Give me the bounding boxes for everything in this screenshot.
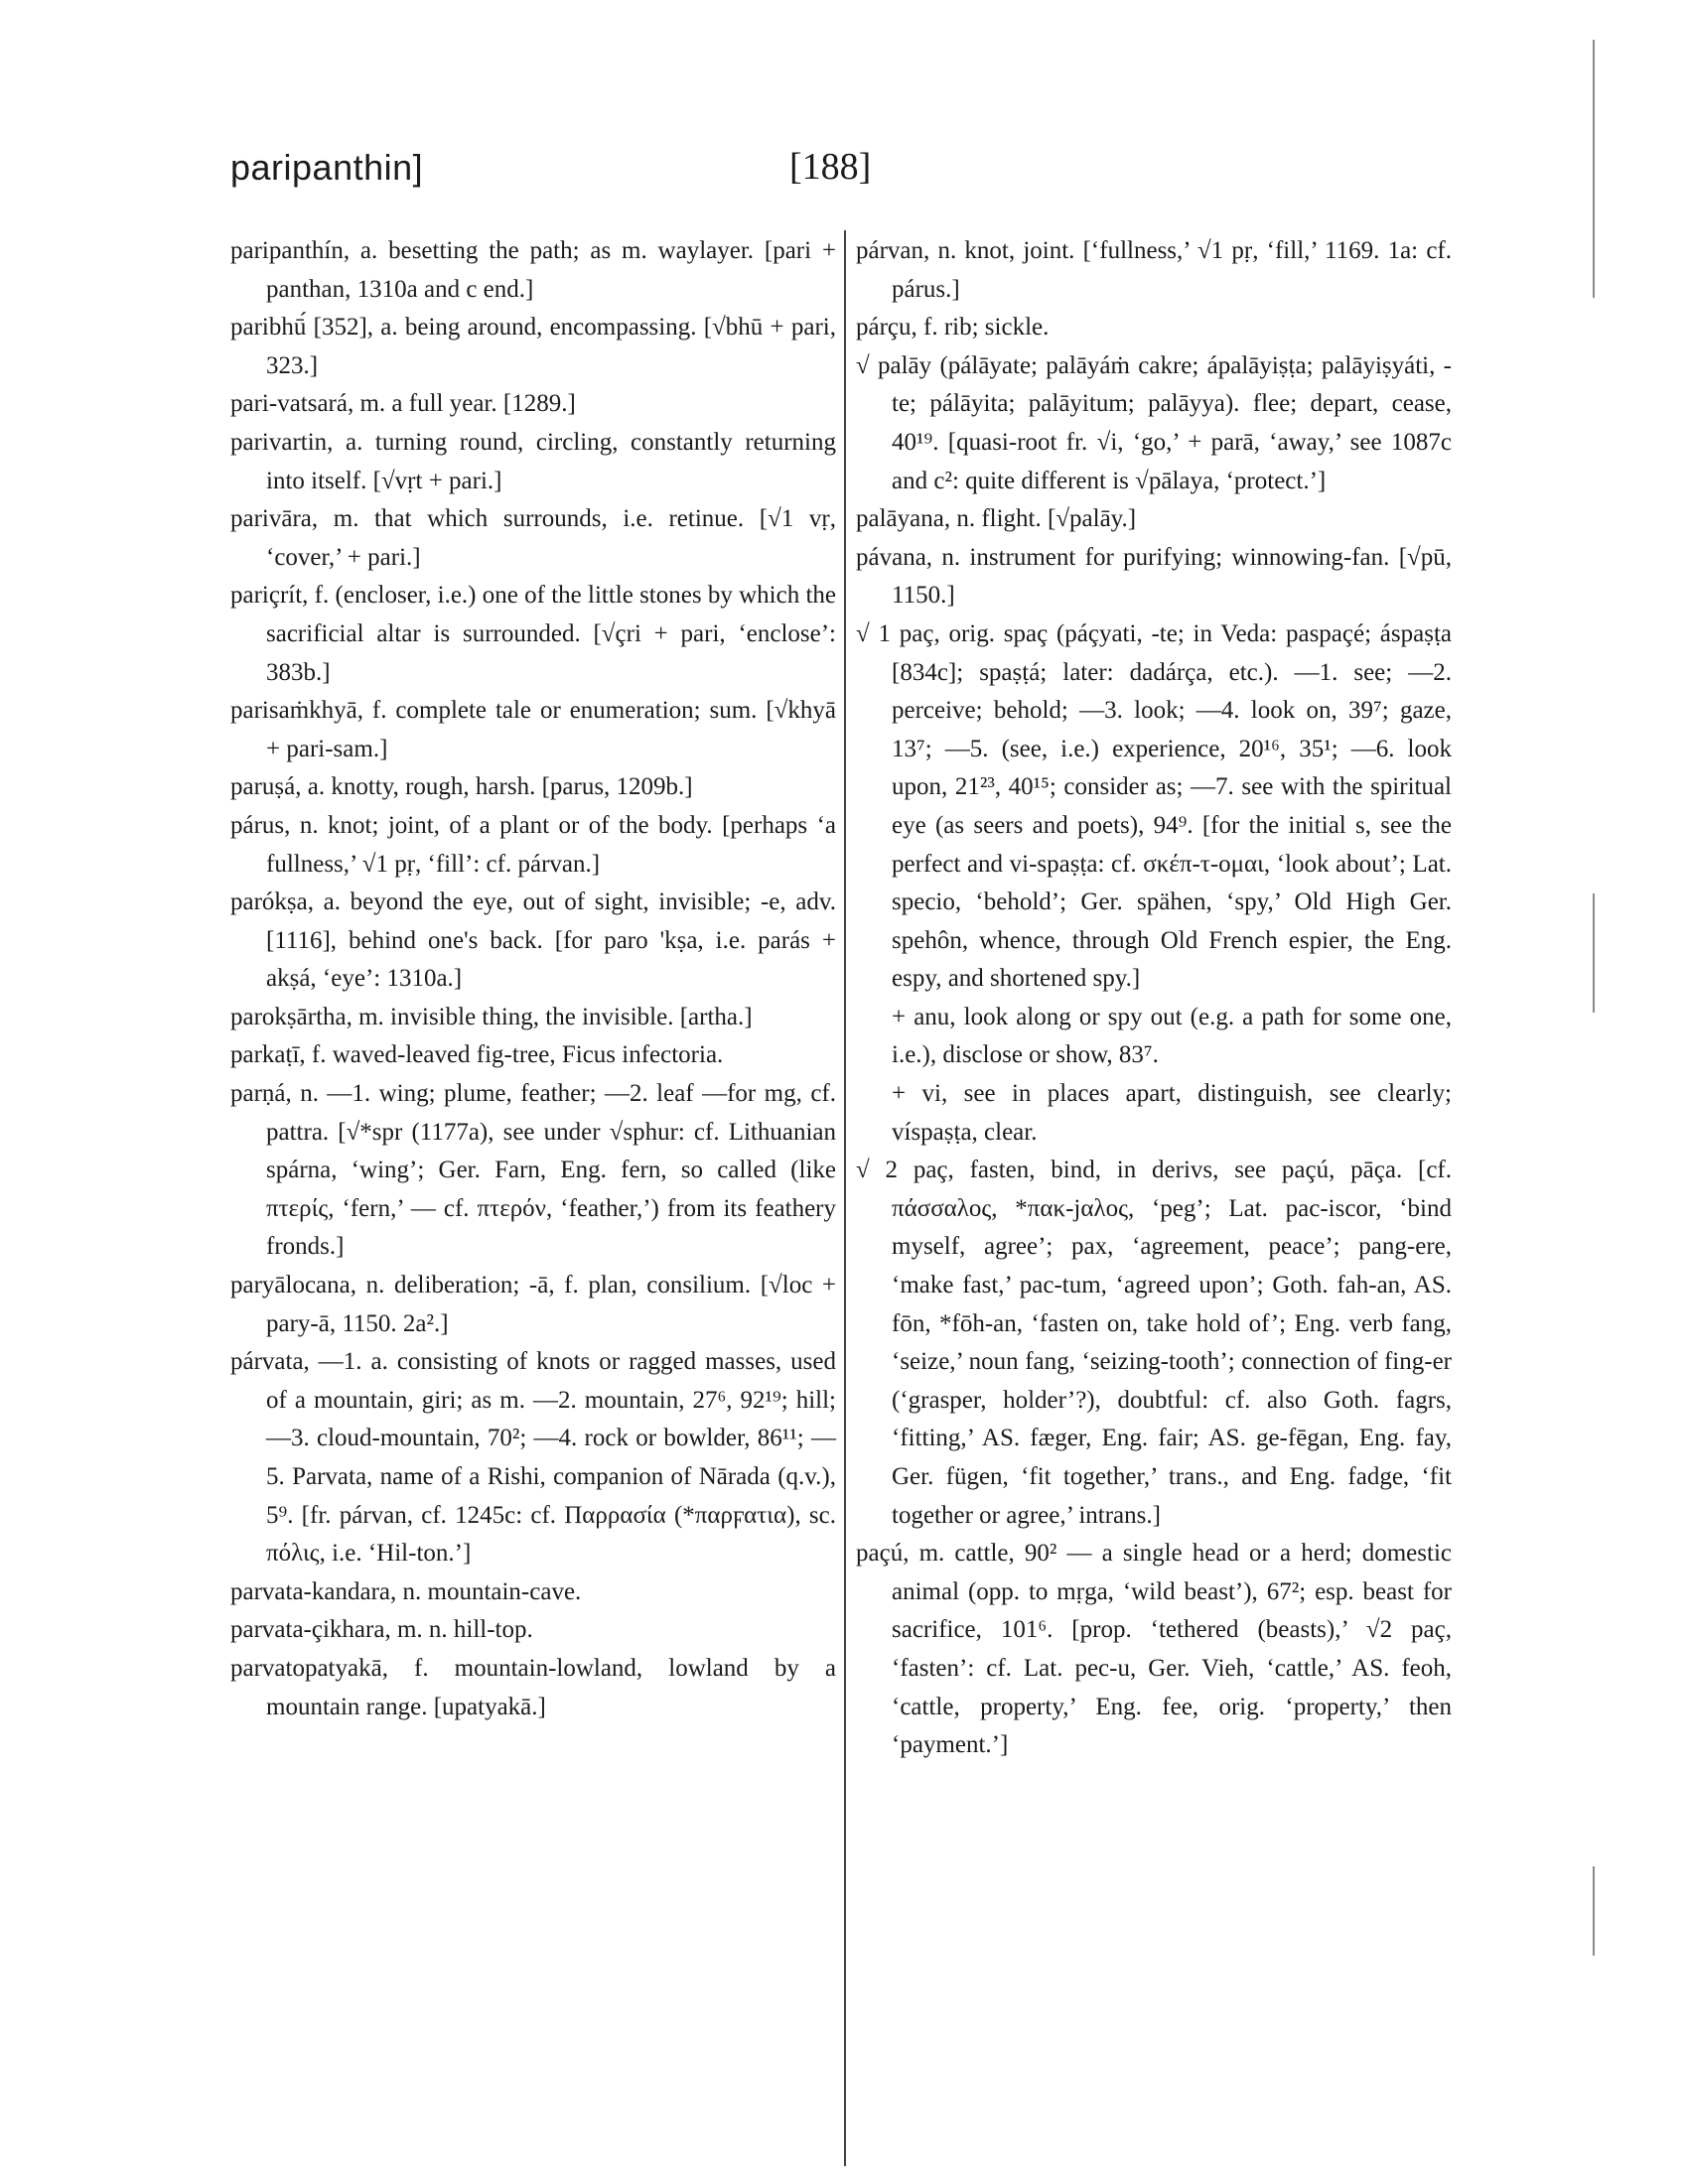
- dictionary-entry: párçu, f. rib; sickle.: [856, 314, 1050, 341]
- dictionary-entry: párvan, n. knot, joint. [‘fullness,’ √1 pṛ, ‘fill,’ 1169. 1a: cf. párus.]: [856, 237, 1452, 303]
- dictionary-entry: paripanthín, a. besetting the path; as m. waylayer. [pari + panthan, 1310a and c end.]: [230, 237, 836, 303]
- dictionary-entry: paçú, m. cattle, 90² — a single head or a herd; domestic animal (opp. to mṛga, ‘wild beast’), 67²; esp. beast for sacrifice, 101⁶. [prop. ‘tethered (beasts),’ √2 paç, ‘fasten’: cf. Lat. pec-u, Ger. Vieh, ‘cattle,’ AS. feoh, ‘cattle, property,’ Eng. fee, orig. ‘property,’ then ‘payment.’]: [856, 1540, 1452, 1759]
- dictionary-entry: parvata-kandara, n. mountain-cave.: [230, 1577, 582, 1605]
- dictionary-entry: paruṣá, a. knotty, rough, harsh. [parus, 1209b.]: [230, 773, 693, 801]
- dictionary-entry: parivartin, a. turning round, circling, constantly returning into itself. [√vṛt + pari.]: [230, 428, 836, 494]
- dictionary-entry: párus, n. knot; joint, of a plant or of the body. [perhaps ‘a fullness,’ √1 pṛ, ‘fill’: cf. párvan.]: [230, 811, 836, 878]
- scan-edge-mark: [1593, 893, 1595, 1013]
- dictionary-entry: paryālocana, n. deliberation; -ā, f. plan, consilium. [√loc + pary-ā, 1150. 2a².]: [230, 1272, 836, 1337]
- dictionary-subentry: + vi, see in places apart, distinguish, see clearly; víspaṣṭa, clear.: [892, 1080, 1452, 1146]
- page-number: [188]: [789, 146, 872, 188]
- column-divider: [844, 230, 846, 2166]
- dictionary-subentry: + anu, look along or spy out (e.g. a path for some one, i.e.), disclose or show, 83⁷.: [892, 1003, 1452, 1069]
- dictionary-entry: parivāra, m. that which surrounds, i.e. retinue. [√1 vṛ, ‘cover,’ + pari.]: [230, 505, 836, 571]
- dictionary-entry: parisaṁkhyā, f. complete tale or enumeration; sum. [√khyā + pari-sam.]: [230, 697, 836, 762]
- dictionary-entry: párvata, —1. a. consisting of knots or ragged masses, used of a mountain, giri; as m. —2. mountain, 27⁶, 92¹⁹; hill; —3. cloud-mountain, 70²; —4. rock or bowlder, 86¹¹; —5. Parvata, name of a Rishi, companion of Nārada (q.v.), 5⁹. [fr. párvan, cf. 1245c: cf. Παρρασία (*παρϝατια), sc. πόλις, i.e. ‘Hil-ton.’]: [230, 1348, 836, 1568]
- dictionary-entry: parókṣa, a. beyond the eye, out of sight, invisible; -e, adv. [1116], behind one's back. [for paro 'kṣa, i.e. parás + akṣá, ‘eye’: 1310a.]: [230, 888, 836, 993]
- dictionary-entry: parvatopatyakā, f. mountain-lowland, lowland by a mountain range. [upatyakā.]: [230, 1654, 836, 1720]
- right-column: [856, 232, 1452, 1765]
- dictionary-entry: paribhū́ [352], a. being around, encompassing. [√bhū + pari, 323.]: [230, 314, 836, 379]
- dictionary-entry: √ 1 paç, orig. spaç (páçyati, -te; in Veda: paspaçé; áspaṣṭa [834c]; spaṣṭá; later: dadárça, etc.). —1. see; —2. perceive; behold; —3. look; —4. look on, 39⁷; gaze, 13⁷; —5. (see, i.e.) experience, 20¹⁶, 35¹; —6. look upon, 21²³, 40¹⁵; consider as; —7. see with the spiritual eye (as seers and poets), 94⁹. [for the initial s, see the perfect and vi-spaṣṭa: cf. σκέπ-τ-ομαι, ‘look about’; Lat. specio, ‘behold’; Ger. spähen, ‘spy,’ Old High Ger. spehôn, whence, through Old French espier, the Eng. espy, and shortened spy.]: [856, 619, 1452, 993]
- dictionary-entry: parṇá, n. —1. wing; plume, feather; —2. leaf —for mg, cf. pattra. [√*spr (1177a), see under √sphur: cf. Lithuanian spárna, ‘wing’; Ger. Farn, Eng. fern, so called (like πτερίς, ‘fern,’ — cf. πτερόν, ‘feather,’) from its feathery fronds.]: [230, 1080, 836, 1261]
- dictionary-entry: parkaṭī, f. waved-leaved fig-tree, Ficus infectoria.: [230, 1041, 724, 1069]
- dictionary-entry: palāyana, n. flight. [√palāy.]: [856, 505, 1137, 533]
- dictionary-entry: √ 2 paç, fasten, bind, in derivs, see paçú, pāça. [cf. πάσσαλος, *πακ-jαλος, ‘peg’; Lat. pac-iscor, ‘bind myself, agree’; pax, ‘agreement, peace’; pang-ere, ‘make fast,’ pac-tum, ‘agreed upon’; Goth. fah-an, AS. fōn, *fōh-an, ‘fasten on, take hold of’; Eng. verb fang, ‘seize,’ noun fang, ‘seizing-tooth’; connection of fing-er (‘grasper, holder’?), doubtful: cf. also Goth. fagrs, ‘fitting,’ AS. fæger, Eng. fair; AS. ge-fēgan, Eng. fay, Ger. fügen, ‘fit together,’ trans., and Eng. fadge, ‘fit together or agree,’ intrans.]: [856, 1157, 1452, 1529]
- running-head-word: paripanthin]: [230, 147, 424, 188]
- dictionary-entry: pávana, n. instrument for purifying; winnowing-fan. [√pū, 1150.]: [856, 543, 1452, 610]
- scan-edge-mark: [1593, 1866, 1595, 1956]
- scan-edge-mark: [1593, 40, 1595, 298]
- dictionary-entry: √ palāy (pálāyate; palāyáṁ cakre; ápalāyiṣṭa; palāyiṣyáti, -te; pálāyita; palāyitum; palāyya). flee; depart, cease, 40¹⁹. [quasi-root fr. √i, ‘go,’ + parā, ‘away,’ see 1087c and c²: quite different is √pālaya, ‘protect.’]: [856, 351, 1452, 494]
- dictionary-entry: parokṣārtha, m. invisible thing, the invisible. [artha.]: [230, 1003, 753, 1030]
- left-column: [230, 232, 836, 1726]
- dictionary-entry: pari-vatsará, m. a full year. [1289.]: [230, 390, 576, 418]
- dictionary-entry: pariçrít, f. (encloser, i.e.) one of the little stones by which the sacrificial altar is surrounded. [√çri + pari, ‘enclose’: 383b.]: [230, 582, 836, 686]
- dictionary-entry: parvata-çikhara, m. n. hill-top.: [230, 1616, 533, 1644]
